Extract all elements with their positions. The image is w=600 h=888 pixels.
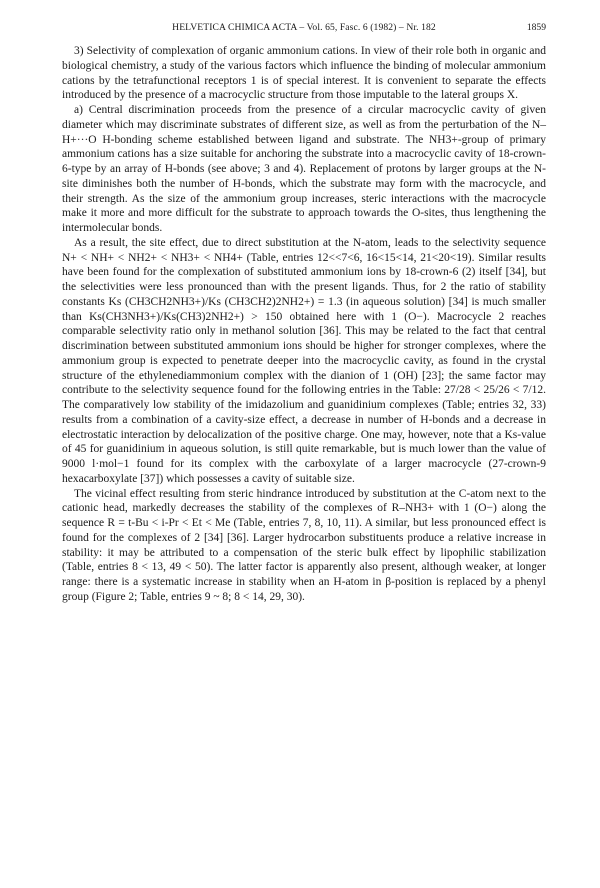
body-text: [62, 44, 546, 605]
paragraph-selectivity-intro: 3) Selectivity of complexation of organic ammonium cations. In view of their role both in organic and biological chemistry, a study of the various factors which influence the binding of molecular ammonium cations by the tetrafunctional receptors 1 is of special interest. It is convenient to separate the effects introduced by the presence of a macrocyclic structure from those imputable to the lateral groups X.: [62, 45, 546, 102]
journal-citation: HELVETICA CHIMICA ACTA – Vol. 65, Fasc. 6 (1982) – Nr. 182: [172, 22, 436, 33]
page-number: 1859: [526, 22, 546, 33]
paragraph-vicinal-effect: The vicinal effect resulting from steric hindrance introduced by substitution at the C-atom next to the cationic head, markedly decreases the stability of the complexes of R–NH3+ with 1 (O−) along the sequence R = t-Bu < i-Pr < Et < Me (Table, entries 7, 8, 10, 11). A similar, but less pronounced effect is found for the complexes of 2 [34] [36]. Larger hydrocarbon substituents produce a relative increase in stability: it may be attributed to a compensation of the steric bulk effect by lipophilic stabilization (Table, entries 8 < 13, 49 < 50). The latter factor is apparently also present, although weaker, at longer range: there is a systematic increase in stability when an H-atom in β-position is replaced by a phenyl group (Figure 2; Table, entries 9 ~ 8; 8 < 14, 29, 30).: [62, 487, 546, 603]
paragraph-site-effect: As a result, the site effect, due to direct substitution at the N-atom, leads to the selectivity sequence N+ < NH+ < NH2+ < NH3+ < NH4+ (Table, entries 12<<7<6, 16<15<14, 21<20<19). Similar results have been found for the complexation of substituted ammonium ions by 18-crown-6 (2) itself [34], but the selectivities were less pronounced than with the present ligands. Thus, for 2 the ratio of stability constants Ks (CH3CH2NH3+)/Ks (CH3CH2)2NH2+) = 1.3 (in aqueous solution) [34] is much smaller than Ks(CH3NH3+)/Ks(CH3)2NH2+) > 150 obtained here with 1 (O−). Macrocycle 2 reaches comparable selectivity ratio only in methanol solution [36]. This may be related to the fact that central discrimination between substituted ammonium ions should be higher for stronger complexes, where the ammonium group is expected to penetrate deeper into the macrocyclic cavity, as found in the crystal structure of the ethylenediammonium complex with the dianion of 1 (OH) [23]; the same factor may contribute to the selectivity sequence found for the following entries in the Table: 27/28 < 25/26 < 7/12. The comparatively low stability of the imidazolium and guanidinium complexes (Table; entries 32, 33) results from a combination of a cavity-size effect, a decrease in number of H-bonds and a decrease in electrostatic interaction by delocalization of the positive charge. One may, however, note that a Ks-value of 45 for guanidinium in aqueous solution, is still quite remarkable, but is much lower than the value of 9000 l·mol−1 found for its complex with the carboxylate of a larger macrocycle (27-crown-9 hexacarboxylate [37]) which possesses a cavity of suitable size.: [62, 236, 546, 485]
paragraph-central-discrimination: a) Central discrimination proceeds from the presence of a circular macrocyclic cavity of given diameter which may discriminate substrates of different size, as well as from the perturbation of the N–H+···O H-bonding scheme established between ligand and substrate. The NH3+-group of primary ammonium cations has a size suitable for anchoring the substrate into a macrocyclic cavity of 18-crown-6-type by an array of H-bonds (see above; 3 and 4). Replacement of protons by larger groups at the N-site diminishes both the number of H-bonds, which the substrate may form with the macrocycle, and their strength. As the size of the ammonium group increases, steric interactions with the macrocycle make it more and more difficult for the substrate to approach towards the O-sites, thus lengthening the intermolecular bonds.: [62, 104, 546, 234]
